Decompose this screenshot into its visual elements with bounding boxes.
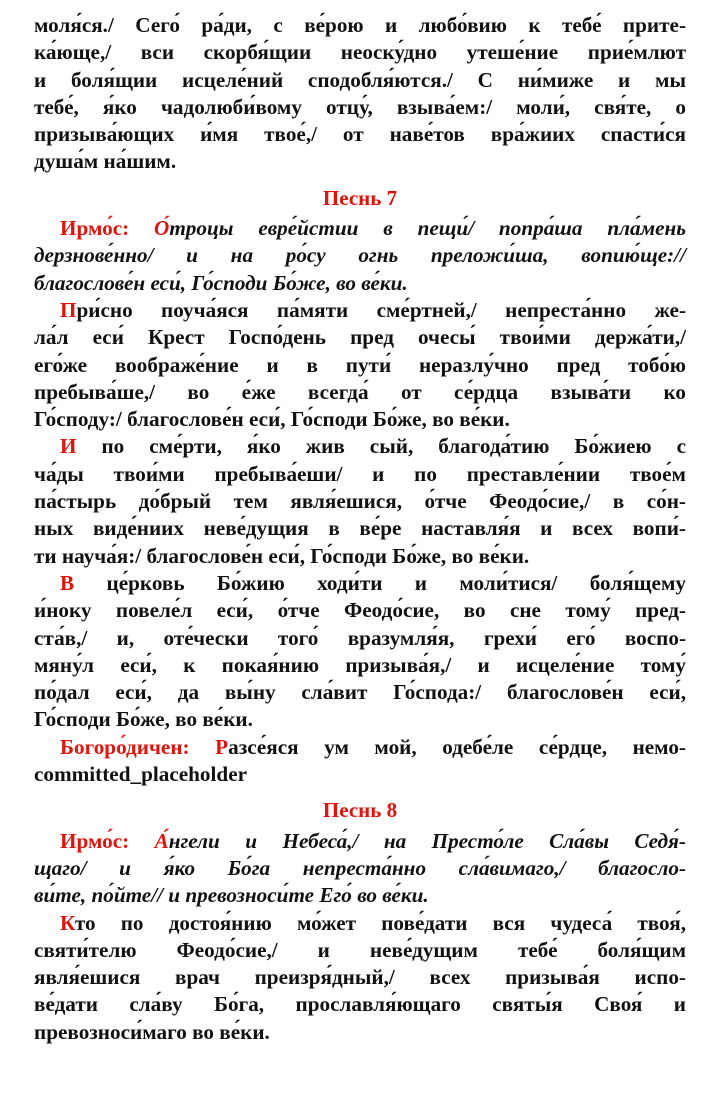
text-line: благослове́н еси́, Го́споди Бо́же, во ве́ки. [34,270,408,295]
text-line: душа́м на́шим. [34,149,177,174]
text-line: призыва́ющих и́мя твое́,/ от наве́тов вра́жиих спасти́ся [34,122,686,147]
text-line: ти науча́я:/ благослове́н еси́, Го́споди Бо́же, во ве́ки. [34,543,530,568]
irmos-label: Ирмо́с: [60,216,154,241]
ode-8-heading: Песнь 8 [322,798,398,823]
initial-letter: Р [215,734,229,759]
ode-8-troparion [34,910,686,1046]
ode-7-heading: Песнь 7 [322,185,398,210]
opening-paragraph [34,12,686,176]
text-line: тебе́, я́ко чадолюби́вому отцу́, взыва́ем:/ моли́, свя́те, о [34,94,686,119]
text-line: явля́ешися врач преизря́дный,/ всех призыва́я испо- [34,965,686,990]
text-line: Го́споди Бо́же, во ве́ки. [34,707,253,732]
irmos-label: Ирмо́с: [60,828,155,853]
ode-7-irmos [34,215,686,297]
text-line: то по достоя́нию мо́жет пове́дати вся чудеса́ твоя́, [74,910,686,935]
text-line: committed_placeholder [34,762,248,787]
page [34,12,686,1046]
troparion-first-line [34,433,686,460]
irmos-first-line [34,215,686,242]
text-line: святи́телю Феодо́сие,/ и неве́дущим тебе́ боля́щим [34,937,686,962]
text-line: троцы евре́йстии в пещи́/ попра́ша пла́мень [169,216,686,241]
text-line: ка́юще,/ вси скорбя́щии неоску́дно утеше́ние прие́млют [34,40,686,65]
text-line: дерзнове́нно/ и на ро́су огнь преложи́ша, вопию́ще:// [34,243,686,268]
initial-letter: К [60,910,75,935]
text-line: ве́дати сла́ву Бо́га, прославля́ющаго святы́я Своя́ и [34,992,686,1017]
troparion-first-line [34,570,686,597]
text-line: щаго/ и я́ко Бо́га непреста́нно сла́вимаго,/ благосло- [34,855,686,880]
troparion-first-line [34,297,686,324]
text-line: нгели и Небеса́,/ на Престо́ле Сла́вы Седя́- [168,828,686,853]
troparion-first-line [34,910,686,937]
text-line: ста́в,/ и, оте́чески того́ вразумля́я, грехи́ его́ воспо- [34,625,686,650]
text-line: и боля́щии исцеле́ний сподобля́ются./ С ни́миже и мы [34,67,686,92]
text-line: по сме́рти, я́ко жив сый, благода́тию Бо́жиею с [76,434,686,459]
initial-letter: И [60,434,77,459]
text-line: ла́л еси́ Крест Госпо́день пред очесы́ твои́ми держа́ти,/ [34,325,686,350]
text-line: моля́ся./ Сего́ ра́ди, с ве́рою и любо́вию к тебе́ прите- [34,13,686,37]
irmos-first-line [34,828,686,855]
text-line: и́ноку повеле́л еси́, о́тче Феодо́сие, во сне тому́ пред- [34,598,686,623]
irmos-initial: О́ [154,216,170,241]
text-line: превозноси́маго во ве́ки. [34,1019,270,1044]
text-line: ри́сно поуча́яся па́мяти сме́ртней,/ непреста́нно же- [76,297,686,322]
text-line: азсе́яся ум мой, одебе́ле се́рдце, немо- [228,734,686,759]
text-line: ных виде́ниих неве́дущия в ве́ре наставля́я и всех вопи́- [34,516,686,541]
text-line: мяну́л еси́, к покая́нию призыва́я,/ и исцеле́ние тому́ [34,652,686,677]
text-line: пребыва́ше,/ во е́же всегда́ от се́рдца взыва́ти ко [34,379,686,404]
theotokion-first-line [34,734,686,761]
text-line: по́дал еси́, да вы́ну сла́вит Го́спода:/ благослове́н еси́, [34,680,686,705]
ode-7-theotokion [34,734,686,789]
ode-7-troparion-3 [34,570,686,734]
text-line: ча́ды твои́ми пребыва́еши/ и по преставле́нии твое́м [34,461,686,486]
ode-7-troparion-1 [34,297,686,433]
text-line: его́же воображе́ние и в пути́ неразлу́чно пред тобо́ю [34,352,686,377]
ode-7-troparion-2 [34,433,686,569]
ode-8-irmos [34,828,686,910]
initial-letter: В [60,570,75,595]
text-line: це́рковь Бо́жию ходи́ти и моли́тися/ боля́щему [74,570,686,595]
text-line: ви́те, по́йте// и превозноси́те Его́ во ве́ки. [34,883,429,908]
text-line: па́стырь до́брый тем явля́ешися, о́тче Феодо́сие,/ в со́н- [34,489,686,514]
irmos-initial: А́ [154,828,169,853]
theotokion-label: Богоро́дичен: [60,734,216,759]
text-line: Го́споду:/ благослове́н еси́, Го́споди Бо́же, во ве́ки. [34,407,510,432]
initial-letter: П [60,297,77,322]
